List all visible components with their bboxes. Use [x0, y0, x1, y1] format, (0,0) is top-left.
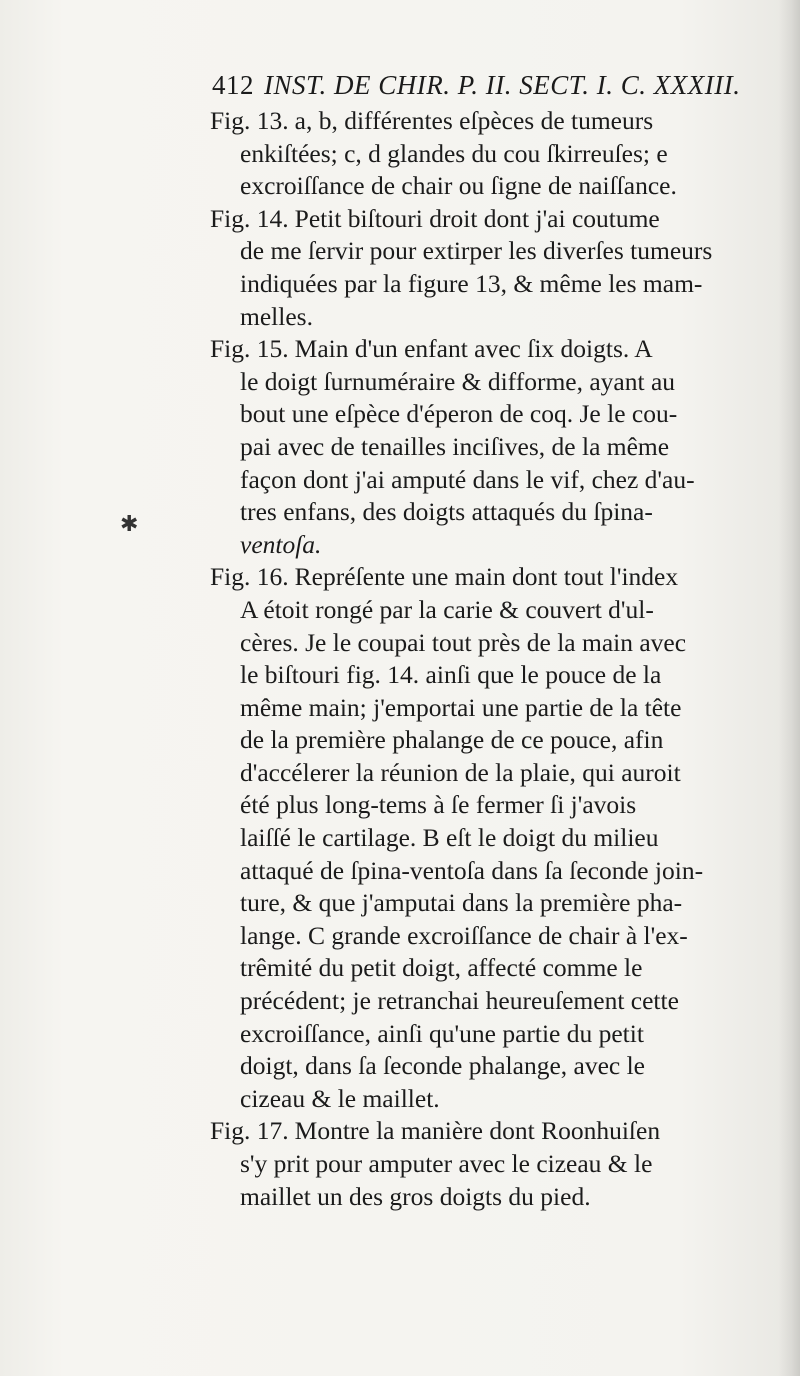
caption-line: ventoſa.	[240, 529, 322, 559]
spine-shadow	[778, 0, 800, 1376]
caption-line: maillet un des gros doigts du pied.	[240, 1181, 591, 1211]
caption-line: Fig. 13. a, b, différentes eſpèces de tumeurs	[210, 106, 654, 135]
caption-line: A étoit rongé par la carie & couvert d'ul-	[240, 594, 654, 624]
ink-speck: ✱	[120, 512, 139, 537]
caption-line: cères. Je le coupai tout près de la main avec	[240, 627, 687, 657]
caption-fig-16	[210, 561, 775, 1115]
caption-line: Fig. 15. Main d'un enfant avec ſix doigts. A	[210, 334, 653, 364]
running-header	[212, 70, 772, 101]
caption-line: attaqué de ſpina-ventoſa dans ſa ſeconde join-	[240, 855, 704, 885]
caption-line: enkiſtées; c, d glandes du cou ſkirreuſes; e	[240, 138, 668, 168]
caption-line: ture, & que j'amputai dans la première pha-	[240, 888, 683, 918]
figure-captions	[210, 105, 775, 1213]
caption-line: laiſſé le cartilage. B eſt le doigt du milieu	[240, 823, 659, 853]
caption-fig-13	[210, 105, 775, 203]
caption-line: façon dont j'ai amputé dans le vif, chez d'au-	[240, 464, 695, 494]
running-title: INST. DE CHIR. P. II. SECT. I. C. XXXIII.	[264, 70, 741, 100]
caption-fig-15	[210, 333, 775, 561]
caption-line: Fig. 16. Repréſente une main dont tout l'index	[210, 562, 679, 592]
figure-label: Fig. 16.	[210, 562, 289, 592]
figure-label: Fig. 14.	[210, 203, 289, 233]
caption-line: indiquées par la figure 13, & même les mam-	[240, 268, 703, 298]
caption-line: excroiſſance de chair ou ſigne de naiſſance.	[240, 171, 677, 201]
caption-line: Fig. 17. Montre la manière dont Roonhuiſen	[210, 1116, 661, 1146]
caption-fig-14	[210, 203, 775, 333]
caption-line: trêmité du petit doigt, affecté comme le	[240, 953, 643, 983]
caption-line: melles.	[240, 301, 313, 331]
figure-label: Fig. 17.	[210, 1116, 289, 1146]
caption-line: bout une eſpèce d'éperon de coq. Je le cou-	[240, 399, 678, 429]
caption-line: cizeau & le maillet.	[240, 1083, 440, 1113]
caption-line: le doigt ſurnuméraire & difforme, ayant au	[240, 366, 676, 396]
caption-line: d'accélerer la réunion de la plaie, qui auroit	[240, 757, 681, 787]
caption-line: pai avec de tenailles inciſives, de la même	[240, 431, 670, 461]
caption-fig-17	[210, 1115, 775, 1213]
caption-line: lange. C grande excroiſſance de chair à l'ex-	[240, 920, 688, 950]
caption-line: excroiſſance, ainſi qu'une partie du petit	[240, 1018, 644, 1048]
caption-line: Fig. 14. Petit biſtouri droit dont j'ai coutume	[210, 203, 660, 233]
caption-line: doigt, dans ſa ſeconde phalange, avec le	[240, 1051, 645, 1081]
caption-line: de la première phalange de ce pouce, afin	[240, 725, 664, 755]
caption-line: tres enfans, des doigts attaqués du ſpina-	[240, 497, 653, 527]
page-number: 412	[212, 70, 254, 100]
caption-line: précédent; je retranchai heureuſement cette	[240, 986, 679, 1016]
caption-line: de me ſervir pour extirper les diverſes tumeurs	[240, 236, 713, 266]
figure-label: Fig. 15.	[210, 334, 289, 364]
caption-line: été plus long-tems à ſe fermer ſi j'avois	[240, 790, 637, 820]
caption-line: le biſtouri fig. 14. ainſi que le pouce de la	[240, 660, 662, 690]
caption-line: s'y prit pour amputer avec le cizeau & le	[240, 1149, 653, 1178]
figure-label: Fig. 13.	[210, 106, 289, 135]
caption-line: même main; j'emportai une partie de la tête	[240, 692, 682, 722]
